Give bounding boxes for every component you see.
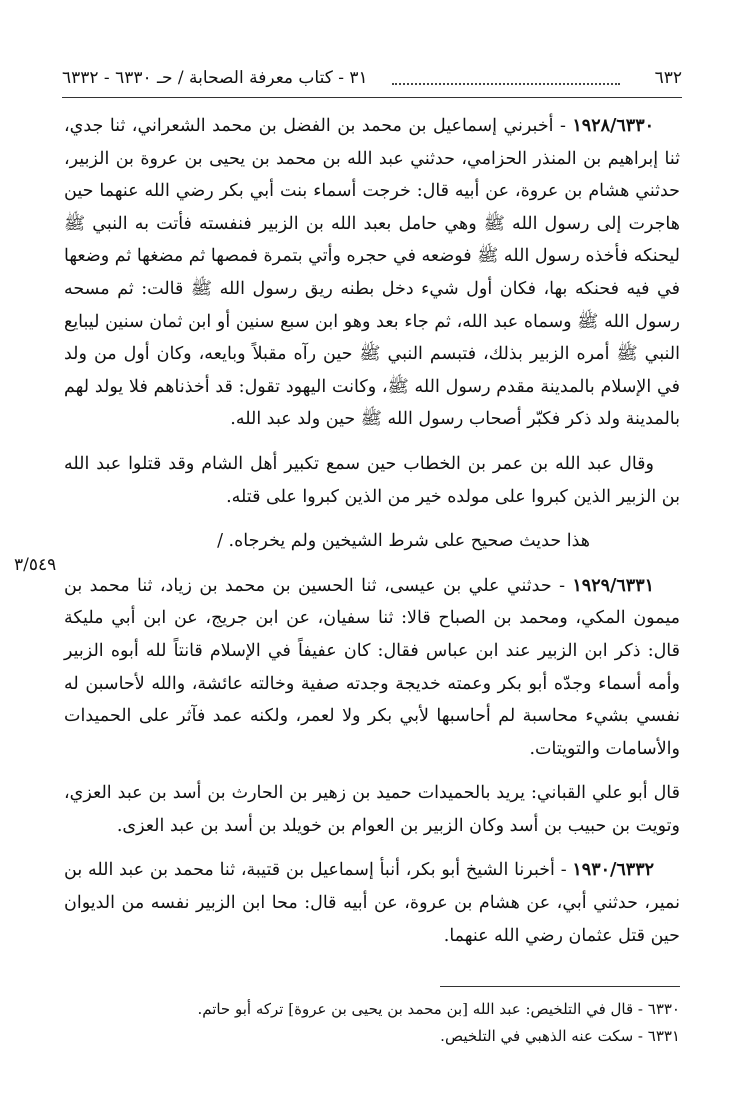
header-rule [62,97,682,98]
running-header [62,63,682,93]
header-leader-dots [392,83,620,85]
commentary-paragraph [64,777,680,842]
hadith-paragraph [64,110,680,436]
running-title: ٣١ - كتاب معرفة الصحابة / حـ ٦٣٣٠ - ٦٣٣٢ [62,68,368,88]
paragraph-text: هذا حديث صحيح على شرط الشيخين ولم يخرجاه. / [217,531,590,552]
paragraph-text: وقال عبد الله بن عمر بن الخطاب حين سمع تكبير أهل الشام وقد قتلوا عبد الله بن الزبير الذين كبروا على مولده خير من الذين كبروا على قتله. [64,453,680,507]
hadith-number: ١٩٢٨/٦٣٣٠ [572,116,654,136]
hadith-number: ١٩٢٩/٦٣٣١ [572,575,654,596]
paragraph-text: - أخبرنا الشيخ أبو بكر، أنبأ إسماعيل بن قتيبة، ثنا محمد بن عبد الله بن نمير، حدثني أبي، عن هشام بن عروة، عن أبيه قال: محا ابن الزبير نفسه من الديوان حين قتل عثمان رضي الله عنهما. [64,860,680,946]
footnotes [64,996,680,1050]
footnote-rule [440,986,680,987]
footnote: ٦٣٣١ - سكت عنه الذهبي في التلخيص. [440,1027,680,1045]
commentary-paragraph [64,448,680,513]
paragraph-text: - أخبرني إسماعيل بن محمد بن الفضل بن محمد الشعراني، ثنا جدي، ثنا إبراهيم بن المنذر الحزامي، حدثني عبد الله بن محمد بن يحيى بن عروة بن الزبير، حدثني هشام بن عروة، عن أبيه قال: خرجت أسماء بنت أبي بكر رضي الله عنهما حين هاجرت إلى رسول الله ﷺ وهي حامل بعبد الله بن الزبير فنفسته فأتت به النبي ﷺ ليحنكه فأخذه رسول الله ﷺ فوضعه في حجره وأتي بتمرة فمصها ثم مضغها ثم وضعها في فيه فحنكه بها، فكان أول شيء دخل بطنه ريق رسول الله ﷺ قالت: ثم مسحه رسول الله ﷺ وسماه عبد الله، ثم جاء بعد وهو ابن سبع سنين أو ابن ثمان سنين ليبايع النبي ﷺ أمره الزبير بذلك، فتبسم النبي ﷺ حين رآه مقبلاً وبايعه، وكان أول من ولد في الإسلام بالمدينة مقدم رسول الله ﷺ، وكانت اليهود تقول: قد أخذناهم فلا يولد لهم بالمدينة ولد ذكر فكبّر أصحاب رسول الله ﷺ حين ولد عبد الله. [64,116,680,430]
footnote: ٦٣٣٠ - قال في التلخيص: عبد الله [بن محمد بن يحيى بن عروة] تركه أبو حاتم. [197,1000,680,1018]
main-text [64,110,680,964]
paragraph-text: - حدثني علي بن عيسى، ثنا الحسين بن محمد بن زياد، ثنا محمد بن ميمون المكي، ومحمد بن الصباح قالا: ثنا سفيان، عن ابن جريج، عن ابن أبي مليكة قال: ذكر ابن الزبير عند ابن عباس فقال: كان عفيفاً في الإسلام قانتاً لله أبوه الزبير وأمه أسماء وجدّه أبو بكر وعمته خديجة وجدته صفية وخالته عائشة، والله لأحاسبن له نفسي بشيء محاسبة لم أحاسبها لأبي بكر ولا لعمر، ولكنه عمد فآثر على الحميدات والأسامات والتويتات. [64,575,680,759]
page-number: ٦٣٢ [654,68,682,88]
grading-paragraph [64,525,680,558]
hadith-number: ١٩٣٠/٦٣٣٢ [572,860,654,881]
paragraph-text: قال أبو علي القباني: يريد بالحميدات حميد بن زهير بن الحارث بن أسد بن عبد العزي، وتويت بن حبيب بن أسد وكان الزبير بن العوام بن خويلد بن أسد بن عبد العزى. [64,783,680,836]
hadith-paragraph [64,570,680,766]
hadith-paragraph [64,854,680,952]
margin-page-reference: ٣/٥٤٩ [14,555,57,575]
